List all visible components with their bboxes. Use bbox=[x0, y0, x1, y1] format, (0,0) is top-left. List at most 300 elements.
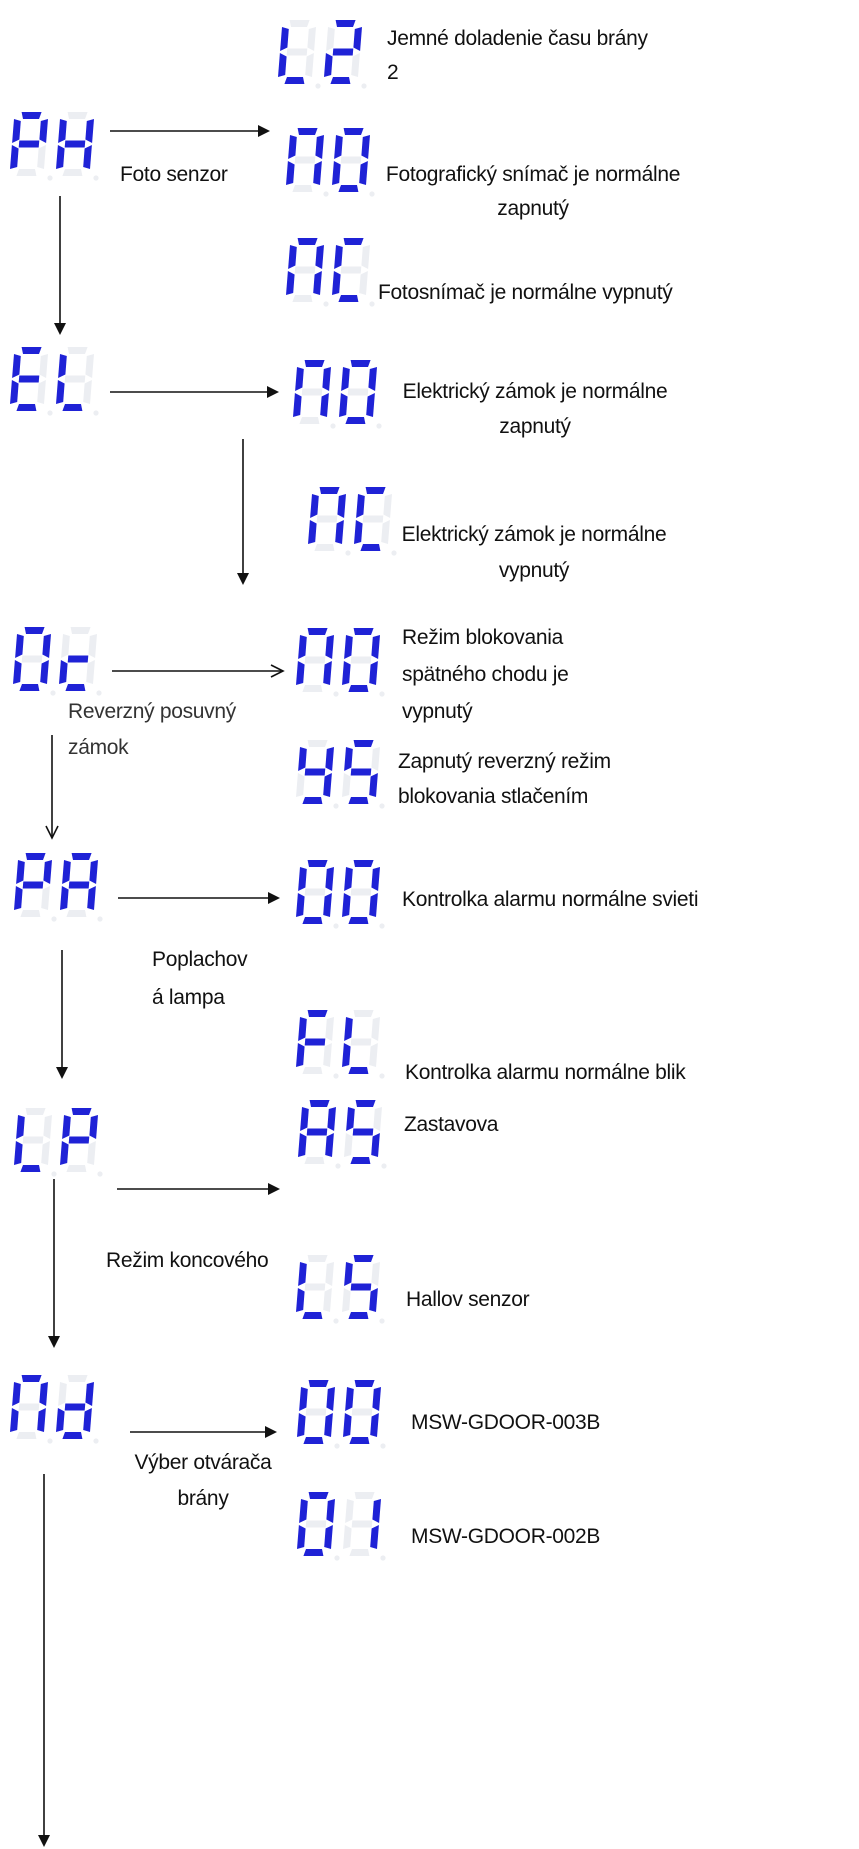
segment-d bbox=[314, 544, 334, 551]
digit-1 bbox=[293, 360, 336, 429]
segment-f bbox=[298, 867, 307, 891]
digit-2 bbox=[343, 1492, 386, 1561]
segment-c bbox=[325, 1133, 334, 1157]
segment-e bbox=[332, 161, 341, 185]
segment-g bbox=[352, 1521, 373, 1528]
segment-b bbox=[371, 747, 380, 771]
segment-a bbox=[336, 20, 356, 27]
segment-g bbox=[69, 882, 90, 889]
segment-a bbox=[354, 860, 374, 867]
segment-d bbox=[348, 685, 368, 692]
segment-b bbox=[373, 1107, 382, 1131]
segment-f bbox=[344, 635, 353, 659]
label-oc-line1: Reverzný posuvný bbox=[68, 700, 236, 723]
digit-1 bbox=[10, 1375, 53, 1444]
digit-1 bbox=[14, 853, 57, 922]
segment-b bbox=[325, 635, 334, 659]
label-oo-alarm: Kontrolka alarmu normálne svieti bbox=[402, 888, 699, 911]
segment-d bbox=[302, 917, 322, 924]
segment-e bbox=[297, 1525, 306, 1549]
segment-g bbox=[19, 141, 40, 148]
segment-e bbox=[10, 1408, 19, 1432]
decimal-point bbox=[93, 175, 98, 180]
segment-d bbox=[20, 1165, 40, 1172]
segment-g bbox=[68, 656, 89, 663]
display-fl bbox=[296, 1010, 385, 1079]
segment-e bbox=[13, 660, 22, 684]
digit-2 bbox=[60, 853, 103, 922]
digit-1 bbox=[286, 238, 329, 307]
segment-b bbox=[368, 367, 377, 391]
segment-f bbox=[334, 135, 343, 159]
segment-b bbox=[43, 860, 52, 884]
segment-a bbox=[22, 1375, 42, 1382]
segment-d bbox=[348, 1067, 368, 1074]
label-oc-line2: zámok bbox=[68, 736, 129, 759]
segment-d bbox=[66, 1165, 86, 1172]
segment-f bbox=[280, 27, 289, 51]
segment-a bbox=[354, 1255, 374, 1262]
segment-b bbox=[326, 1499, 335, 1523]
segment-c bbox=[320, 393, 329, 417]
segment-a bbox=[366, 487, 386, 494]
segment-a bbox=[25, 627, 45, 634]
decimal-point bbox=[47, 175, 52, 180]
segment-a bbox=[354, 1010, 374, 1017]
segment-a bbox=[71, 627, 91, 634]
digit-2 bbox=[342, 740, 385, 809]
segment-g bbox=[305, 1039, 326, 1046]
decimal-point bbox=[47, 1438, 52, 1443]
digit-2 bbox=[339, 360, 382, 429]
display-pa bbox=[14, 853, 103, 922]
decimal-point bbox=[93, 1438, 98, 1443]
segment-d bbox=[292, 185, 312, 192]
segment-e bbox=[60, 886, 69, 910]
label-no-lock-line1: Elektrický zámok je normálne bbox=[402, 380, 668, 403]
segment-g bbox=[69, 1137, 90, 1144]
segment-a bbox=[356, 1100, 376, 1107]
digit-2 bbox=[324, 20, 367, 89]
label-fl: Kontrolka alarmu normálne blik bbox=[405, 1061, 686, 1084]
display-ph bbox=[10, 112, 99, 181]
segment-c bbox=[323, 1043, 332, 1067]
decimal-point bbox=[379, 923, 384, 928]
segment-e bbox=[354, 520, 363, 544]
segment-e bbox=[296, 1288, 305, 1312]
digit-2 bbox=[332, 238, 375, 307]
segment-f bbox=[58, 119, 67, 143]
segment-a bbox=[26, 1108, 46, 1115]
segment-f bbox=[344, 1262, 353, 1286]
segment-d bbox=[16, 404, 36, 411]
label-as: Zastavova bbox=[404, 1113, 499, 1136]
segment-c bbox=[41, 1141, 50, 1165]
segment-g bbox=[353, 1129, 374, 1136]
segment-g bbox=[351, 889, 372, 896]
segment-d bbox=[62, 169, 82, 176]
segment-e bbox=[56, 1408, 65, 1432]
segment-c bbox=[366, 393, 375, 417]
segment-g bbox=[305, 889, 326, 896]
decimal-point bbox=[330, 423, 335, 428]
segment-c bbox=[370, 1525, 379, 1549]
segment-b bbox=[325, 1017, 334, 1041]
segment-f bbox=[16, 1115, 25, 1139]
decimal-point bbox=[391, 550, 396, 555]
segment-d bbox=[349, 1549, 369, 1556]
segment-d bbox=[16, 169, 36, 176]
segment-b bbox=[42, 634, 51, 658]
segment-f bbox=[300, 1107, 309, 1131]
segment-d bbox=[349, 1437, 369, 1444]
digit-1 bbox=[10, 112, 53, 181]
segment-e bbox=[278, 53, 287, 77]
segment-c bbox=[369, 1288, 378, 1312]
label-nd-line2: brány bbox=[177, 1487, 229, 1510]
segment-a bbox=[290, 20, 310, 27]
segment-f bbox=[344, 1017, 353, 1041]
segment-g bbox=[22, 656, 43, 663]
segment-d bbox=[302, 1312, 322, 1319]
segment-b bbox=[43, 1115, 52, 1139]
decimal-point bbox=[369, 301, 374, 306]
segment-c bbox=[83, 1408, 92, 1432]
decimal-point bbox=[333, 803, 338, 808]
digit-1 bbox=[296, 1255, 339, 1324]
segment-e bbox=[286, 161, 295, 185]
decimal-point bbox=[334, 1555, 339, 1560]
segment-c bbox=[324, 1413, 333, 1437]
segment-c bbox=[37, 1408, 46, 1432]
segment-c bbox=[87, 886, 96, 910]
digit-1 bbox=[298, 1100, 341, 1169]
segment-a bbox=[26, 853, 46, 860]
segment-f bbox=[12, 354, 21, 378]
segment-c bbox=[37, 145, 46, 169]
label-nc-lock-line2: vypnutý bbox=[498, 559, 570, 582]
segment-g bbox=[19, 1404, 40, 1411]
label-ls: Hallov senzor bbox=[406, 1288, 530, 1311]
decimal-point bbox=[345, 550, 350, 555]
segment-b bbox=[315, 245, 324, 269]
segment-c bbox=[369, 773, 378, 797]
digit-1 bbox=[296, 860, 339, 929]
decimal-point bbox=[47, 410, 52, 415]
segment-a bbox=[308, 860, 328, 867]
segment-e bbox=[339, 393, 348, 417]
segment-e bbox=[59, 660, 68, 684]
display-no-reverse bbox=[296, 628, 385, 697]
segment-e bbox=[343, 1525, 352, 1549]
segment-a bbox=[351, 360, 371, 367]
label-no-reverse-line2: spätného chodu je bbox=[402, 663, 569, 686]
segment-b bbox=[383, 494, 392, 518]
segment-f bbox=[61, 634, 70, 658]
segment-g bbox=[305, 769, 326, 776]
segment-d bbox=[62, 1432, 82, 1439]
segment-f bbox=[62, 860, 71, 884]
segment-a bbox=[344, 238, 364, 245]
decimal-point bbox=[51, 916, 56, 921]
segment-a bbox=[309, 1380, 329, 1387]
segment-b bbox=[39, 119, 48, 143]
decimal-point bbox=[376, 423, 381, 428]
segment-e bbox=[296, 893, 305, 917]
segment-g bbox=[305, 657, 326, 664]
segment-a bbox=[68, 347, 88, 354]
segment-d bbox=[345, 417, 365, 424]
segment-f bbox=[15, 634, 24, 658]
segment-e bbox=[14, 886, 23, 910]
label-nc-photo: Fotosnímač je normálne vypnutý bbox=[378, 281, 673, 304]
segment-c bbox=[305, 53, 314, 77]
decimal-point bbox=[97, 916, 102, 921]
label-no-reverse-line3: vypnutý bbox=[402, 700, 473, 723]
digit-1 bbox=[297, 1380, 340, 1449]
decimal-point bbox=[333, 1073, 338, 1078]
segment-d bbox=[348, 797, 368, 804]
segment-c bbox=[369, 661, 378, 685]
display-oc bbox=[13, 627, 102, 696]
segment-g bbox=[348, 389, 369, 396]
segment-c bbox=[37, 380, 46, 404]
label-pa-line1: Poplachov bbox=[152, 948, 248, 971]
segment-f bbox=[298, 747, 307, 771]
segment-c bbox=[323, 773, 332, 797]
segment-a bbox=[298, 128, 318, 135]
segment-b bbox=[337, 494, 346, 518]
digit-2 bbox=[342, 628, 385, 697]
segment-b bbox=[315, 135, 324, 159]
segment-b bbox=[371, 1262, 380, 1286]
segment-a bbox=[354, 740, 374, 747]
segment-c bbox=[86, 660, 95, 684]
segment-e bbox=[332, 271, 341, 295]
segment-d bbox=[348, 917, 368, 924]
segment-d bbox=[338, 185, 358, 192]
display-no-lock bbox=[293, 360, 382, 429]
decimal-point bbox=[333, 1318, 338, 1323]
digit-1 bbox=[297, 1492, 340, 1561]
label-no-lock-line2: zapnutý bbox=[499, 415, 571, 438]
digit-1 bbox=[286, 128, 329, 197]
segment-d bbox=[303, 1549, 323, 1556]
segment-b bbox=[322, 367, 331, 391]
segment-f bbox=[345, 1499, 354, 1523]
decimal-point bbox=[315, 83, 320, 88]
segment-e bbox=[296, 661, 305, 685]
segment-f bbox=[334, 245, 343, 269]
segment-c bbox=[371, 1133, 380, 1157]
segment-d bbox=[299, 417, 319, 424]
segment-g bbox=[352, 1409, 373, 1416]
decimal-point bbox=[379, 1073, 384, 1078]
segment-f bbox=[344, 747, 353, 771]
decimal-point bbox=[334, 1443, 339, 1448]
label-no-photo-line2: zapnutý bbox=[497, 197, 569, 220]
digit-2 bbox=[60, 1108, 103, 1177]
segment-g bbox=[287, 49, 308, 56]
decimal-point bbox=[335, 1163, 340, 1168]
segment-d bbox=[330, 77, 350, 84]
display-nc-photo bbox=[286, 238, 375, 307]
segment-d bbox=[302, 797, 322, 804]
label-l2-line1: Jemné doladenie času brány bbox=[387, 27, 648, 50]
segment-b bbox=[372, 1387, 381, 1411]
digit-2 bbox=[342, 1010, 385, 1079]
decimal-point bbox=[379, 691, 384, 696]
segment-g bbox=[351, 769, 372, 776]
digit-1 bbox=[296, 1010, 339, 1079]
segment-f bbox=[298, 635, 307, 659]
display-ys bbox=[296, 740, 385, 809]
decimal-point bbox=[381, 1163, 386, 1168]
segment-d bbox=[303, 1437, 323, 1444]
digit-2 bbox=[59, 627, 102, 696]
segment-d bbox=[16, 1432, 36, 1439]
digit-1 bbox=[296, 740, 339, 809]
segment-a bbox=[308, 1010, 328, 1017]
decimal-point bbox=[379, 1318, 384, 1323]
decimal-point bbox=[97, 1171, 102, 1176]
digit-2 bbox=[56, 1375, 99, 1444]
digit-1 bbox=[296, 628, 339, 697]
display-l2 bbox=[278, 20, 367, 89]
segment-e bbox=[297, 1413, 306, 1437]
segment-c bbox=[83, 145, 92, 169]
segment-e bbox=[342, 773, 351, 797]
segment-a bbox=[320, 487, 340, 494]
segment-g bbox=[295, 157, 316, 164]
decimal-point bbox=[93, 410, 98, 415]
segment-f bbox=[12, 1382, 21, 1406]
segment-g bbox=[19, 376, 40, 383]
segment-c bbox=[351, 53, 360, 77]
segment-g bbox=[363, 516, 384, 523]
segment-a bbox=[72, 853, 92, 860]
segment-b bbox=[307, 27, 316, 51]
segment-b bbox=[327, 1107, 336, 1131]
segment-b bbox=[85, 354, 94, 378]
segment-f bbox=[62, 1115, 71, 1139]
segment-e bbox=[56, 145, 65, 169]
segment-e bbox=[293, 393, 302, 417]
segment-e bbox=[342, 893, 351, 917]
segment-b bbox=[325, 867, 334, 891]
segment-g bbox=[333, 49, 354, 56]
segment-a bbox=[68, 1375, 88, 1382]
segment-e bbox=[344, 1133, 353, 1157]
segment-c bbox=[323, 1288, 332, 1312]
segment-g bbox=[306, 1521, 327, 1528]
segment-b bbox=[371, 635, 380, 659]
digit-2 bbox=[332, 128, 375, 197]
segment-d bbox=[62, 404, 82, 411]
segment-g bbox=[23, 882, 44, 889]
label-nc-lock-line1: Elektrický zámok je normálne bbox=[401, 523, 667, 546]
segment-g bbox=[65, 141, 86, 148]
decimal-point bbox=[333, 691, 338, 696]
segment-a bbox=[354, 628, 374, 635]
segment-g bbox=[305, 1284, 326, 1291]
decimal-point bbox=[323, 301, 328, 306]
segment-f bbox=[16, 860, 25, 884]
decimal-point bbox=[379, 803, 384, 808]
segment-b bbox=[325, 747, 334, 771]
segment-f bbox=[345, 1387, 354, 1411]
segment-e bbox=[14, 1141, 23, 1165]
display-ls bbox=[296, 1255, 385, 1324]
decimal-point bbox=[380, 1443, 385, 1448]
segment-g bbox=[351, 657, 372, 664]
segment-g bbox=[306, 1409, 327, 1416]
segment-c bbox=[359, 161, 368, 185]
segment-d bbox=[284, 77, 304, 84]
segment-c bbox=[87, 1141, 96, 1165]
segment-e bbox=[296, 1043, 305, 1067]
segment-d bbox=[360, 544, 380, 551]
digit-1 bbox=[13, 627, 56, 696]
label-no-photo-line1: Fotografický snímač je normálne bbox=[385, 163, 681, 186]
segment-d bbox=[338, 295, 358, 302]
segment-a bbox=[308, 1255, 328, 1262]
segment-b bbox=[361, 135, 370, 159]
segment-c bbox=[83, 380, 92, 404]
segment-g bbox=[23, 1137, 44, 1144]
segment-d bbox=[350, 1157, 370, 1164]
segment-c bbox=[335, 520, 344, 544]
segment-f bbox=[299, 1387, 308, 1411]
segment-e bbox=[324, 53, 333, 77]
digit-1 bbox=[10, 347, 53, 416]
decimal-point bbox=[361, 83, 366, 88]
segment-c bbox=[323, 661, 332, 685]
segment-d bbox=[304, 1157, 324, 1164]
segment-b bbox=[325, 1262, 334, 1286]
segment-f bbox=[299, 1499, 308, 1523]
segment-c bbox=[41, 886, 50, 910]
digit-2 bbox=[343, 1380, 386, 1449]
segment-c bbox=[323, 893, 332, 917]
segment-e bbox=[342, 1043, 351, 1067]
segment-a bbox=[305, 360, 325, 367]
display-o1 bbox=[297, 1492, 386, 1561]
digit-1 bbox=[308, 487, 351, 556]
segment-d bbox=[65, 684, 85, 691]
segment-c bbox=[40, 660, 49, 684]
segment-a bbox=[22, 347, 42, 354]
segment-b bbox=[39, 1382, 48, 1406]
segment-f bbox=[356, 494, 365, 518]
segment-e bbox=[296, 773, 305, 797]
segment-e bbox=[298, 1133, 307, 1157]
segment-f bbox=[346, 1107, 355, 1131]
digit-2 bbox=[342, 860, 385, 929]
segment-e bbox=[286, 271, 295, 295]
segment-b bbox=[39, 354, 48, 378]
label-ph: Foto senzor bbox=[120, 163, 228, 186]
display-el bbox=[10, 347, 99, 416]
segment-d bbox=[19, 684, 39, 691]
digit-1 bbox=[278, 20, 321, 89]
segment-e bbox=[342, 1288, 351, 1312]
segment-e bbox=[343, 1413, 352, 1437]
digit-2 bbox=[344, 1100, 387, 1169]
segment-a bbox=[22, 112, 42, 119]
decimal-point bbox=[96, 690, 101, 695]
segment-d bbox=[302, 1067, 322, 1074]
